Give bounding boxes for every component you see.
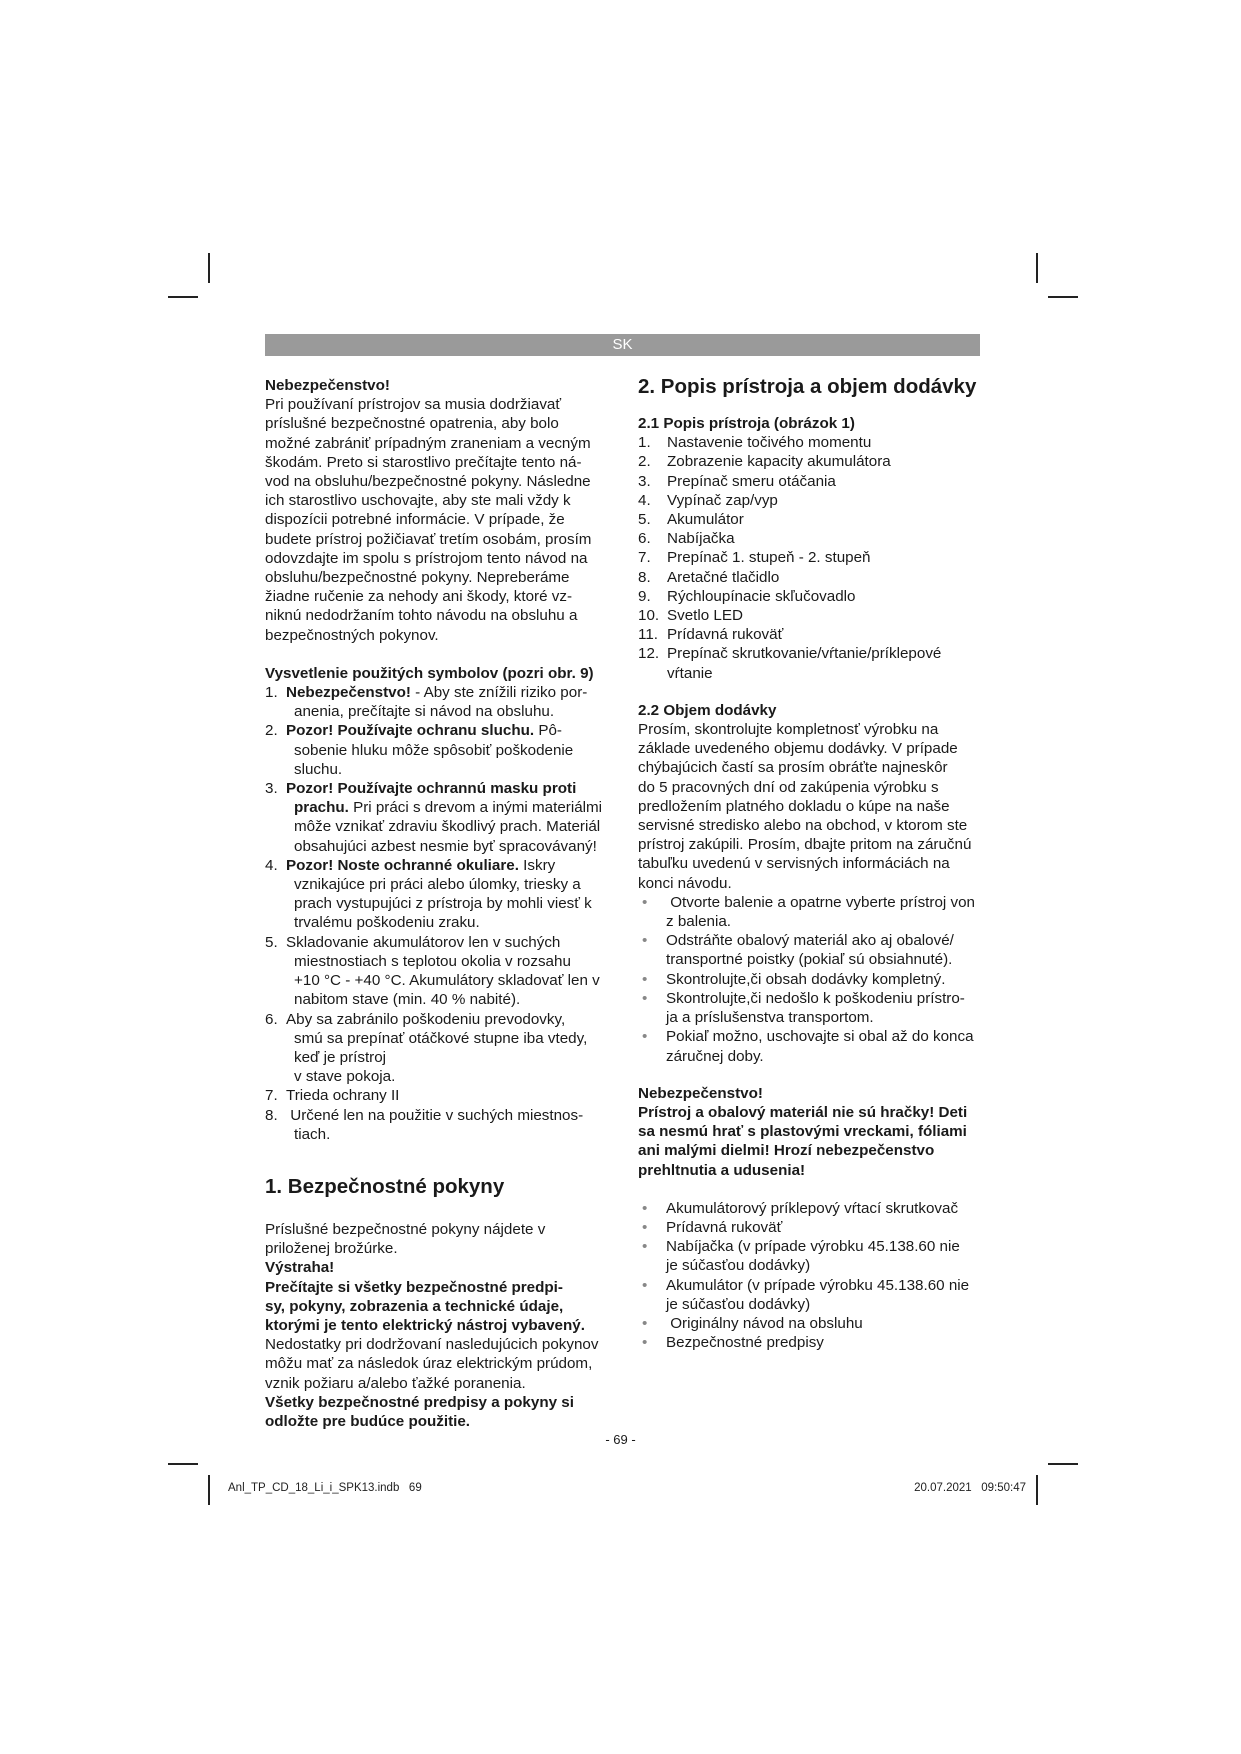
text-line: tabuľku uvedenú v servisných informáciách na <box>638 855 950 873</box>
text-line: môžu mať za následok úraz elektrickým prúdom, <box>265 1355 593 1373</box>
footer-filename: Anl_TP_CD_18_Li_i_SPK13.indb 69 <box>228 1482 422 1494</box>
item-text: Otvorte balenie a opatrne vyberte prístroj von <box>666 893 975 911</box>
item-text: Nabíjačka (v prípade výrobku 45.138.60 nie <box>666 1238 960 1256</box>
text-line: Prístroj a obalový materiál nie sú hračky! Deti <box>638 1103 968 1121</box>
item-text: miestnostiach s teplotou okolia v rozsahu <box>294 952 571 970</box>
item-text: Iskry <box>518 856 556 874</box>
text-line: konci návodu. <box>638 874 732 892</box>
list-item <box>638 1218 983 1237</box>
item-text: anenia, prečítajte si návod na obsluhu. <box>294 703 555 721</box>
text-line: ani malými dielmi! Hrozí nebezpečenstvo <box>638 1142 935 1160</box>
item-text: - Aby ste znížili riziko por- <box>410 684 588 702</box>
left-column <box>265 376 615 1431</box>
item-number: 7. <box>638 549 651 567</box>
item-number: 2. <box>638 453 651 471</box>
item-text: Pô- <box>534 722 562 740</box>
item-text: Nastavenie točivého momentu <box>667 434 872 452</box>
bullet-icon: • <box>642 1218 648 1236</box>
text-line: Prečítajte si všetky bezpečnostné predpi- <box>265 1278 563 1296</box>
item-text: Prepínač skrutkovanie/vŕtanie/príklepové <box>667 645 942 663</box>
crop-mark <box>1048 296 1078 298</box>
item-bold: Pozor! Noste ochranné okuliare. <box>286 856 519 874</box>
item-text: Skladovanie akumulátorov len v suchých <box>286 933 561 951</box>
text-line: prehltnutia a udusenia! <box>638 1161 806 1179</box>
list-item <box>638 510 983 529</box>
list-item <box>638 1199 983 1218</box>
list-item <box>638 893 983 931</box>
item-number: 8. <box>265 1106 278 1124</box>
text-line: chýbajúcich častí sa prosím obráťte najneskôr <box>638 759 948 777</box>
item-number: 2. <box>265 722 278 740</box>
text-line: budete prístroj požičiavať tretím osobám, prosím <box>265 530 592 548</box>
text-line: odovzdajte im spolu s prístrojom tento návod na <box>265 549 588 567</box>
text-line: ich starostlivo uschovajte, aby ste mali vždy k <box>265 492 571 510</box>
footer-datetime: 20.07.2021 09:50:47 <box>914 1482 1026 1494</box>
item-text: Trieda ochrany II <box>286 1087 400 1105</box>
item-number: 5. <box>638 511 651 529</box>
language-code: SK <box>612 336 633 353</box>
item-text: Pri práci s drevom a inými materiálmi <box>348 799 603 817</box>
item-text: Aretačné tlačidlo <box>667 568 780 586</box>
list-item <box>265 683 615 721</box>
parts-list <box>638 433 983 683</box>
item-number: 11. <box>638 626 658 644</box>
item-number: 3. <box>265 780 278 798</box>
item-text: transportné poistky (pokiaľ sú obsiahnuté). <box>666 951 953 969</box>
list-item <box>265 933 615 1010</box>
contents-list <box>638 1199 983 1353</box>
bullet-icon: • <box>642 1238 648 1256</box>
bullet-icon: • <box>642 989 648 1007</box>
text-line: sa nesmú hrať s plastovými vreckami, fóliami <box>638 1123 967 1141</box>
text-line: žiadne ručenie za nehody ani škody, ktoré vz- <box>265 588 573 606</box>
scope-bullets <box>638 893 983 1066</box>
list-item <box>638 433 983 452</box>
danger-paragraph <box>265 395 615 645</box>
item-text: tiach. <box>294 1125 331 1143</box>
text-line: predložením platného dokladu o kúpe na naše <box>638 797 950 815</box>
item-number: 10. <box>638 607 660 625</box>
list-item <box>638 606 983 625</box>
scope-paragraph <box>638 720 983 893</box>
item-text: v stave pokoja. <box>294 1068 396 1086</box>
item-bold: Pozor! Používajte ochrannú masku proti <box>286 780 577 798</box>
bullet-icon: • <box>642 1028 648 1046</box>
crop-mark <box>168 1463 198 1465</box>
item-text: Skontrolujte,či nedošlo k poškodeniu prístro- <box>666 989 965 1007</box>
list-item <box>638 1237 983 1275</box>
section-1-body <box>265 1220 615 1431</box>
list-item <box>638 587 983 606</box>
item-number: 5. <box>265 933 278 951</box>
item-text: Akumulátor <box>667 511 744 529</box>
list-item <box>638 644 983 682</box>
list-item <box>638 548 983 567</box>
item-text: keď je prístroj <box>294 1048 387 1066</box>
item-number: 6. <box>265 1010 278 1028</box>
list-item <box>638 472 983 491</box>
item-bold: prachu. <box>294 799 349 817</box>
danger-heading: Nebezpečenstvo! <box>265 377 390 394</box>
text-line: vod na obsluhu/bezpečnostné pokyny. Následne <box>265 473 591 491</box>
item-text: Akumulátorový príklepový vŕtací skrutkovač <box>666 1199 959 1217</box>
crop-mark <box>1048 1463 1078 1465</box>
list-item <box>638 989 983 1027</box>
text-line: základe uvedeného objemu dodávky. V prípade <box>638 740 958 758</box>
symbols-list <box>265 683 615 1144</box>
list-item <box>265 1106 615 1144</box>
text-line: obsluhu/bezpečnostné pokyny. Nepreberáme <box>265 569 570 587</box>
bullet-icon: • <box>642 1334 648 1352</box>
item-number: 1. <box>265 684 278 702</box>
crop-mark <box>1036 1475 1038 1505</box>
item-bold: Nebezpečenstvo! <box>286 684 411 702</box>
item-text: Aby sa zabránilo poškodeniu prevodovky, <box>286 1010 566 1028</box>
list-item <box>638 625 983 644</box>
subsection-2-1-title: 2.1 Popis prístroja (obrázok 1) <box>638 415 855 432</box>
item-number: 1. <box>638 434 651 452</box>
text-line: Príslušné bezpečnostné pokyny nájdete v <box>265 1220 546 1238</box>
item-text: Pokiaľ možno, uschovajte si obal až do konca <box>666 1028 974 1046</box>
text-line: možné zabrániť prípadným zraneniam a vecným <box>265 434 591 452</box>
text-line: do 5 pracovných dní od zakúpenia výrobku s <box>638 778 939 796</box>
item-text: záručnej doby. <box>666 1047 764 1065</box>
list-item <box>265 779 615 856</box>
text-line: bezpečnostných pokynov. <box>265 626 439 644</box>
item-text: Prídavná rukoväť <box>667 626 784 644</box>
crop-mark <box>1036 253 1038 283</box>
text-line: priloženej brožúrke. <box>265 1240 398 1258</box>
item-text: vŕtanie <box>667 664 713 682</box>
item-text: trvalému poškodeniu zraku. <box>294 914 480 932</box>
section-2-title: 2. Popis prístroja a objem dodávky <box>638 375 977 398</box>
text-line: Nedostatky pri dodržovaní nasledujúcich pokynov <box>265 1336 599 1354</box>
item-text: Vypínač zap/vyp <box>667 491 778 509</box>
text-line: príslušné bezpečnostné opatrenia, aby bolo <box>265 415 559 433</box>
item-bold: Pozor! Používajte ochranu sluchu. <box>286 722 535 740</box>
bullet-icon: • <box>642 932 648 950</box>
bullet-icon: • <box>642 1276 648 1294</box>
item-number: 7. <box>265 1087 278 1105</box>
item-text: Rýchloupínacie skľučovadlo <box>667 587 856 605</box>
item-text: ja a príslušenstva transportom. <box>666 1009 874 1027</box>
list-item <box>638 1027 983 1065</box>
list-item <box>638 1333 983 1352</box>
text-line: servisné stredisko alebo na obchod, v ktorom ste <box>638 817 968 835</box>
item-number: 4. <box>638 491 651 509</box>
item-text: obsahujúci azbest nesmie byť spracovávaný! <box>294 837 597 855</box>
list-item <box>638 491 983 510</box>
right-column <box>638 374 983 1352</box>
item-text: Prídavná rukoväť <box>666 1218 783 1236</box>
symbols-heading: Vysvetlenie použitých symbolov (pozri obr. 9) <box>265 664 594 682</box>
item-text: Prepínač 1. stupeň - 2. stupeň <box>667 549 871 567</box>
text-line: škodám. Preto si starostlivo prečítajte tento ná- <box>265 453 582 471</box>
list-item <box>265 1010 615 1087</box>
list-item <box>638 568 983 587</box>
item-number: 12. <box>638 645 660 663</box>
item-number: 9. <box>638 587 651 605</box>
item-text: nabitom stave (min. 40 % nabité). <box>294 991 521 1009</box>
text-line: Pri používaní prístrojov sa musia dodržiavať <box>265 396 562 414</box>
item-text: sobenie hluku môže spôsobiť poškodenie <box>294 741 574 759</box>
item-text: +10 °C - +40 °C. Akumulátory skladovať len v <box>294 972 600 990</box>
item-text: Originálny návod na obsluhu <box>666 1314 863 1332</box>
item-text: môže vznikať zdraviu škodlivý prach. Materiál <box>294 818 601 836</box>
bullet-icon: • <box>642 893 648 911</box>
text-line: vznik požiaru a/alebo ťažké poranenia. <box>265 1374 526 1392</box>
list-item <box>265 856 615 933</box>
item-text: Odstráňte obalový materiál ako aj obalové/ <box>666 932 954 950</box>
item-text: je súčasťou dodávky) <box>666 1257 811 1275</box>
warning-heading: Výstraha! <box>265 1259 335 1277</box>
bullet-icon: • <box>642 970 648 988</box>
item-number: 8. <box>638 568 651 586</box>
item-number: 6. <box>638 530 651 548</box>
item-text: Bezpečnostné predpisy <box>666 1334 824 1352</box>
list-item <box>638 970 983 989</box>
item-number: 3. <box>638 472 651 490</box>
list-item <box>638 1276 983 1314</box>
item-text: vznikajúce pri práci alebo úlomky, triesky a <box>294 876 581 894</box>
crop-mark <box>208 253 210 283</box>
item-number: 4. <box>265 856 278 874</box>
list-item <box>638 931 983 969</box>
text-line: ktorými je tento elektrický nástroj vybavený. <box>265 1316 585 1334</box>
list-item <box>638 1314 983 1333</box>
item-text: Určené len na použitie v suchých miestnos- <box>286 1106 584 1124</box>
list-item <box>638 452 983 471</box>
item-text: z balenia. <box>666 913 732 931</box>
item-text: Svetlo LED <box>667 607 743 625</box>
text-line: dispozícii potrebné informácie. V prípade, že <box>265 511 565 529</box>
text-line: Prosím, skontrolujte kompletnosť výrobku na <box>638 721 939 739</box>
bullet-icon: • <box>642 1199 648 1217</box>
danger-heading-2: Nebezpečenstvo! <box>638 1084 763 1102</box>
crop-mark <box>208 1475 210 1505</box>
subsection-2-2-title: 2.2 Objem dodávky <box>638 701 777 719</box>
text-line: niknú nedodržaním tohto návodu na obsluhu a <box>265 607 578 625</box>
page-number: - 69 - <box>605 1432 636 1447</box>
item-text: smú sa prepínať otáčkové stupne iba vtedy, <box>294 1029 588 1047</box>
item-text: prach vystupujúci z prístroja by mohli viesť k <box>294 895 592 913</box>
item-text: Akumulátor (v prípade výrobku 45.138.60 nie <box>666 1276 970 1294</box>
list-item <box>638 529 983 548</box>
bullet-icon: • <box>642 1314 648 1332</box>
text-line: prístroj zakúpili. Prosím, dbajte pritom na záručnú <box>638 836 972 854</box>
crop-mark <box>168 296 198 298</box>
language-header-bar <box>265 334 980 356</box>
item-text: Prepínač smeru otáčania <box>667 472 836 490</box>
item-text: Skontrolujte,či obsah dodávky kompletný. <box>666 970 946 988</box>
text-line: odložte pre budúce použitie. <box>265 1412 471 1430</box>
item-text: Nabíjačka <box>667 530 735 548</box>
item-text: je súčasťou dodávky) <box>666 1295 811 1313</box>
text-line: sy, pokyny, zobrazenia a technické údaje, <box>265 1297 564 1315</box>
item-text: Zobrazenie kapacity akumulátora <box>667 453 891 471</box>
list-item <box>265 721 615 779</box>
text-line: Všetky bezpečnostné predpisy a pokyny si <box>265 1393 574 1411</box>
list-item <box>265 1086 615 1105</box>
item-text: sluchu. <box>294 760 343 778</box>
section-1-title: 1. Bezpečnostné pokyny <box>265 1174 505 1198</box>
